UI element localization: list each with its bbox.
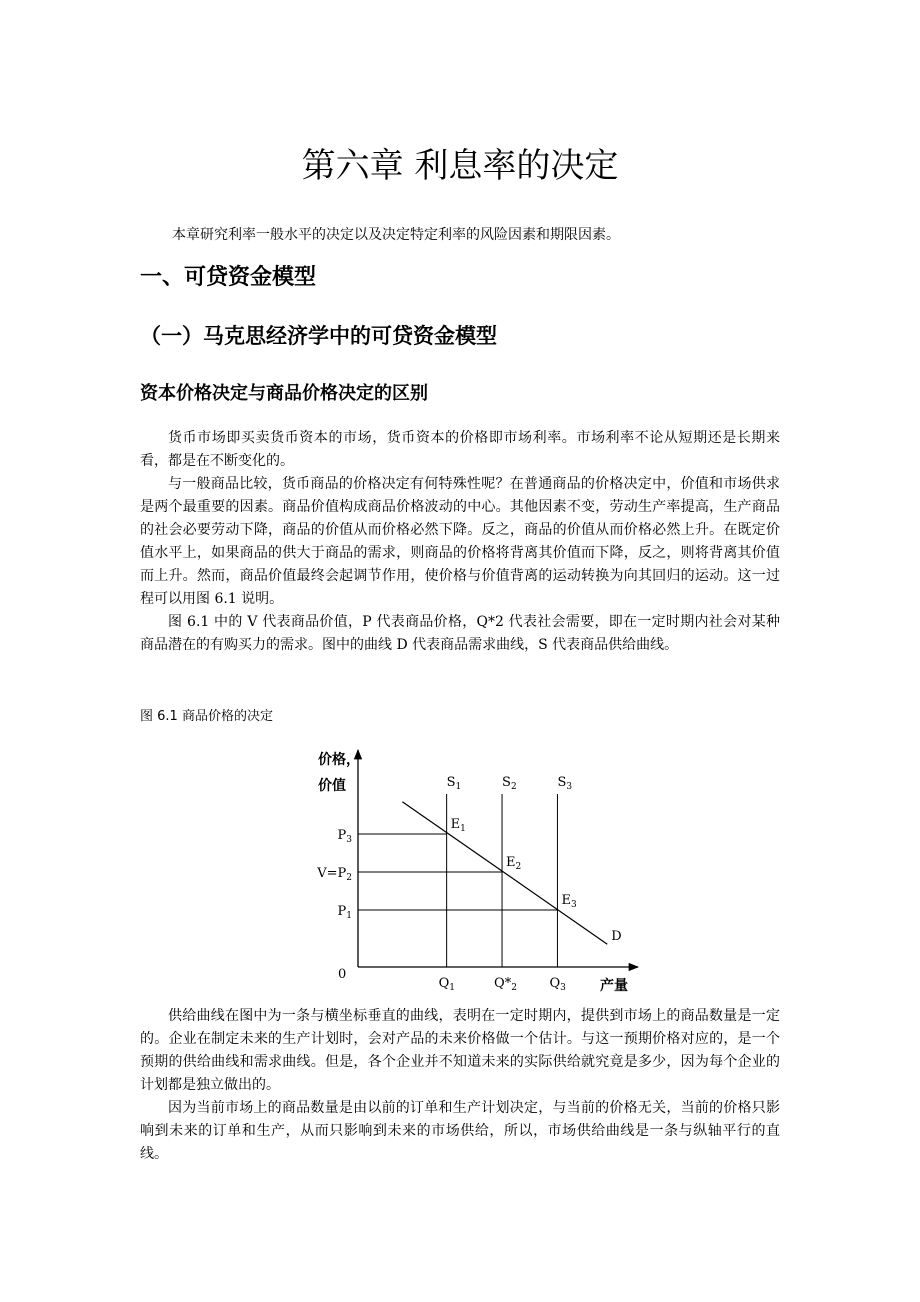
paragraph: 与一般商品比较，货币商品的价格决定有何特殊性呢？在普通商品的价格决定中，价值和市场供求是两个最重要的因素。商品价值构成商品价格波动的中心。其他因素不变，劳动生产率提高，生产商品的社会必要劳动下降，商品的价值从而价格必然下降。反之，商品的价值从而价格必然上升。在既定价值水平上，如果商品的供大于商品的需求，则商品的价格将背离其价值而下降，反之，则将背离其价值而上升。然而，商品价值最终会起调节作用，使价格与价值背离的运动转换为向其回归的运动。这一过程可以用图 6.1 说明。 bbox=[140, 476, 780, 607]
paragraph: 图 6.1 中的 V 代表商品价值，P 代表商品价格，Q*2 代表社会需要，即在一定时期内社会对某种商品潜在的有购买力的需求。图中的曲线 D 代表商品需求曲线，S 代表商品供给曲线。 bbox=[140, 614, 780, 653]
demand-label: D bbox=[611, 929, 622, 945]
demand-curve bbox=[402, 802, 607, 945]
equilibrium-label-3: $E_3$ bbox=[561, 893, 577, 910]
x-tick-label-2: $Q*_2$ bbox=[494, 976, 517, 993]
equilibrium-label-2: $E_2$ bbox=[506, 855, 522, 872]
price-determination-chart bbox=[300, 742, 650, 1002]
chapter-intro: 本章研究利率一般水平的决定以及决定特定利率的风险因素和期限因素。 bbox=[172, 227, 620, 243]
supply-label-3: $S_3$ bbox=[557, 775, 573, 792]
origin-label: 0 bbox=[338, 967, 347, 982]
subsection-heading: （一）马克思经济学中的可贷资金模型 bbox=[140, 324, 497, 348]
paragraph: 因为当前市场上的商品数量是由以前的订单和生产计划决定，与当前的价格无关，当前的价格只影响到未来的订单和生产，从而只影响到未来的市场供给，所以，市场供给曲线是一条与纵轴平行的直线。 bbox=[140, 1100, 780, 1162]
x-axis-label: 产量 bbox=[600, 978, 628, 994]
x-tick-label-3: $Q_3$ bbox=[549, 976, 566, 993]
figure-caption: 图 6.1 商品价格的决定 bbox=[140, 709, 273, 724]
topic-heading: 资本价格决定与商品价格决定的区别 bbox=[140, 383, 428, 404]
x-tick-label-1: $Q_1$ bbox=[438, 976, 456, 993]
section-heading: 一、可贷资金模型 bbox=[140, 265, 317, 290]
body-text-before-figure bbox=[140, 427, 780, 657]
y-axis-label: 价值 bbox=[318, 778, 346, 794]
y-tick-label-2: $V=P_2$ bbox=[317, 866, 352, 883]
paragraph: 货币市场即买卖货币资本的市场，货币资本的价格即市场利率。市场利率不论从短期还是长期来看，都是在不断变化的。 bbox=[140, 430, 780, 469]
equilibrium-label-1: $E_1$ bbox=[450, 817, 466, 834]
y-axis-label: 价格， bbox=[318, 752, 360, 768]
y-tick-label-1: $P_3$ bbox=[337, 828, 352, 845]
y-tick-label-3: $P_1$ bbox=[337, 904, 352, 921]
supply-label-2: $S_2$ bbox=[502, 775, 517, 792]
chapter-title: 第六章 利息率的决定 bbox=[301, 146, 619, 186]
body-text-after-figure bbox=[140, 1005, 780, 1166]
paragraph: 供给曲线在图中为一条与横坐标垂直的曲线，表明在一定时期内，提供到市场上的商品数量是一定的。企业在制定未来的生产计划时，会对产品的未来价格做一个估计。与这一预期价格对应的，是一个预期的供给曲线和需求曲线。但是，各个企业并不知道未来的实际供给就究竟是多少，因为每个企业的计划都是独立做出的。 bbox=[140, 1008, 780, 1093]
supply-label-1: $S_1$ bbox=[446, 775, 462, 792]
